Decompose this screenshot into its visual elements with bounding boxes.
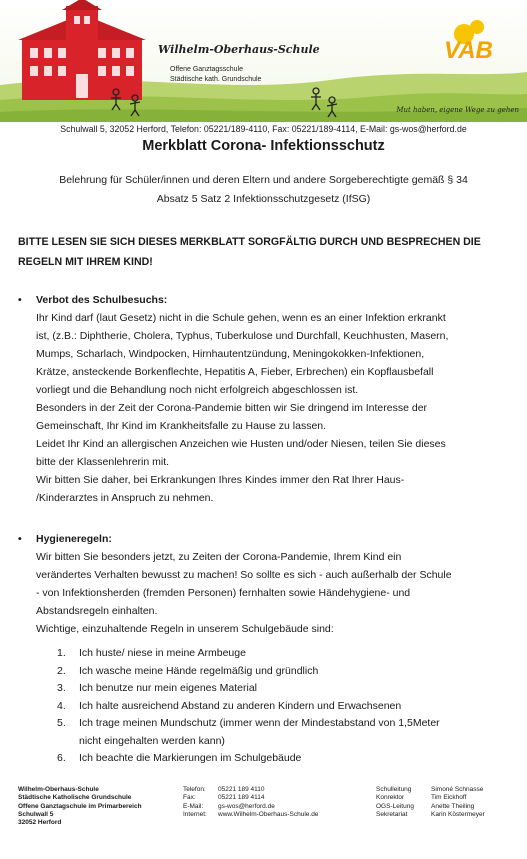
- list-item: 4. Ich halte ausreichend Abstand zu anderen Kindern und Erwachsenen: [57, 699, 402, 712]
- school-name: Wilhelm-Oberhaus-Schule: [158, 43, 320, 56]
- list-item: 2. Ich wasche meine Hände regelmäßig und gründlich: [57, 664, 319, 677]
- paragraph-line: Wichtige, einzuhaltende Regeln in unserem Schulgebäude sind:: [36, 623, 334, 635]
- paragraph-line: /Kinderarztes in Anspruch zu nehmen.: [36, 492, 214, 504]
- paragraph-line: Ihr Kind darf (laut Gesetz) nicht in die Schule gehen, wenn es an einer Infektion erkrankt: [36, 312, 446, 324]
- list-item: 3. Ich benutze nur mein eigenes Material: [57, 682, 258, 694]
- letterhead: [0, 0, 527, 122]
- paragraph-line: Gemeinschaft, Ihr Kind im Krankheitsfalle zu Hause zu lassen.: [36, 420, 327, 432]
- footer-school-info: Wilhelm-Oberhaus-Schule Städtische Katholische Grundschule Offene Ganztagschule im Primarbereich Schulwall 5 32052 Herford: [18, 786, 142, 827]
- section-hygiene: [18, 530, 508, 638]
- motto: Mut haben, eigene Wege zu gehen: [396, 106, 519, 114]
- warning-line-1: BITTE LESEN SIE SICH DIESES MERKBLATT SORGFÄLTIG DURCH UND BESPRECHEN DIE: [18, 236, 481, 248]
- letterhead-illustration: [0, 0, 527, 122]
- list-item: 6. Ich beachte die Markierungen im Schulgebäude: [57, 752, 302, 764]
- paragraph-line: Abstandsregeln einhalten.: [36, 605, 158, 617]
- school-subtitle-2: Städtische kath. Grundschule: [170, 76, 262, 83]
- bullet-icon: •: [18, 294, 22, 306]
- paragraph-line: - von Infektionsherden (fremden Personen) fernhalten sowie Händehygiene- und: [36, 587, 411, 599]
- paragraph-line: vorliegt und die Behandlung noch nicht erfolgreich abgeschlossen ist.: [36, 384, 359, 396]
- bullet-icon: •: [18, 533, 22, 545]
- subtitle-line-1: Belehrung für Schüler/innen und deren Eltern und andere Sorgeberechtigte gemäß § 34: [59, 174, 468, 186]
- paragraph-line: Krätze, ansteckende Borkenflechte, Hepatitis A, Fieber, Erbrechen) ein Kopflausbefall: [36, 366, 434, 378]
- paragraph-line: verändertes Verhalten bewusst zu machen! So sollte es sich - auch außerhalb der Schule: [36, 569, 452, 581]
- section-heading: Verbot des Schulbesuchs:: [36, 294, 168, 306]
- subtitle-line-2: Absatz 5 Satz 2 Infektionsschutzgesetz (IfSG): [156, 193, 371, 205]
- paragraph-line: Leidet Ihr Kind an allergischen Anzeichen wie Husten und/oder Niesen, teilen Sie dieses: [36, 438, 446, 450]
- page-title: Merkblatt Corona- Infektionsschutz: [142, 138, 385, 154]
- email-link[interactable]: gs-wos@herford.de: [218, 802, 275, 810]
- warning-line-2: REGELN MIT IHREM KIND!: [18, 256, 153, 268]
- footer-contact-labels: Telefon: Fax: E-Mail: Internet:: [183, 786, 207, 818]
- list-item: 1. Ich huste/ niese in meine Armbeuge: [57, 647, 246, 659]
- rules-list: [57, 645, 507, 768]
- section-heading: Hygieneregeln:: [36, 533, 112, 545]
- footer-contact-values: 05221 189 4110 05221 189 4114 gs-wos@herford.de www.Wilhelm-Oberhaus-Schule.de: [218, 786, 319, 818]
- warning-notice: [18, 232, 498, 272]
- svg-text:VAB: VAB: [444, 37, 493, 64]
- paragraph-line: ist, (z.B.: Diphtherie, Cholera, Typhus, Tuberkulose und Durchfall, Keuchhusten, Masern,: [36, 330, 449, 342]
- paragraph-line: Wir bitten Sie besonders jetzt, zu Zeiten der Corona-Pandemie, Ihrem Kind ein: [36, 551, 402, 563]
- paragraph-line: Mumps, Scharlach, Windpocken, Hirnhautentzündung, Meningokokken-Infektionen,: [36, 348, 425, 360]
- paragraph-line: Wir bitten Sie daher, bei Erkrankungen Ihres Kindes immer den Rat Ihrer Haus-: [36, 474, 405, 486]
- paragraph-line: bitte der Klassenlehrerin mit.: [36, 456, 170, 468]
- footer-staff-names: Simoné Schnasse Tim Eickhoff Anette Theiling Karin Köstermeyer: [431, 786, 485, 818]
- footer-staff-roles: Schulleitung Konrektor OGS-Leitung Sekretariat: [376, 786, 414, 818]
- address-line: Schulwall 5, 32052 Herford, Telefon: 05221/189-4110, Fax: 05221/189-4114, E-Mail: gs-wos@herford.de: [60, 124, 467, 134]
- website-link[interactable]: www.Wilhelm-Oberhaus-Schule.de: [218, 810, 319, 818]
- section-verbot: [18, 291, 508, 507]
- paragraph-line: Besonders in der Zeit der Corona-Pandemie bitten wir Sie dringend im Interesse der: [36, 402, 428, 414]
- school-subtitle-1: Offene Ganztagsschule: [170, 66, 244, 73]
- list-item: 5. Ich trage meinen Mundschutz (immer wenn der Mindestabstand von 1,5Meter nicht eingehalten werden kann): [57, 717, 440, 747]
